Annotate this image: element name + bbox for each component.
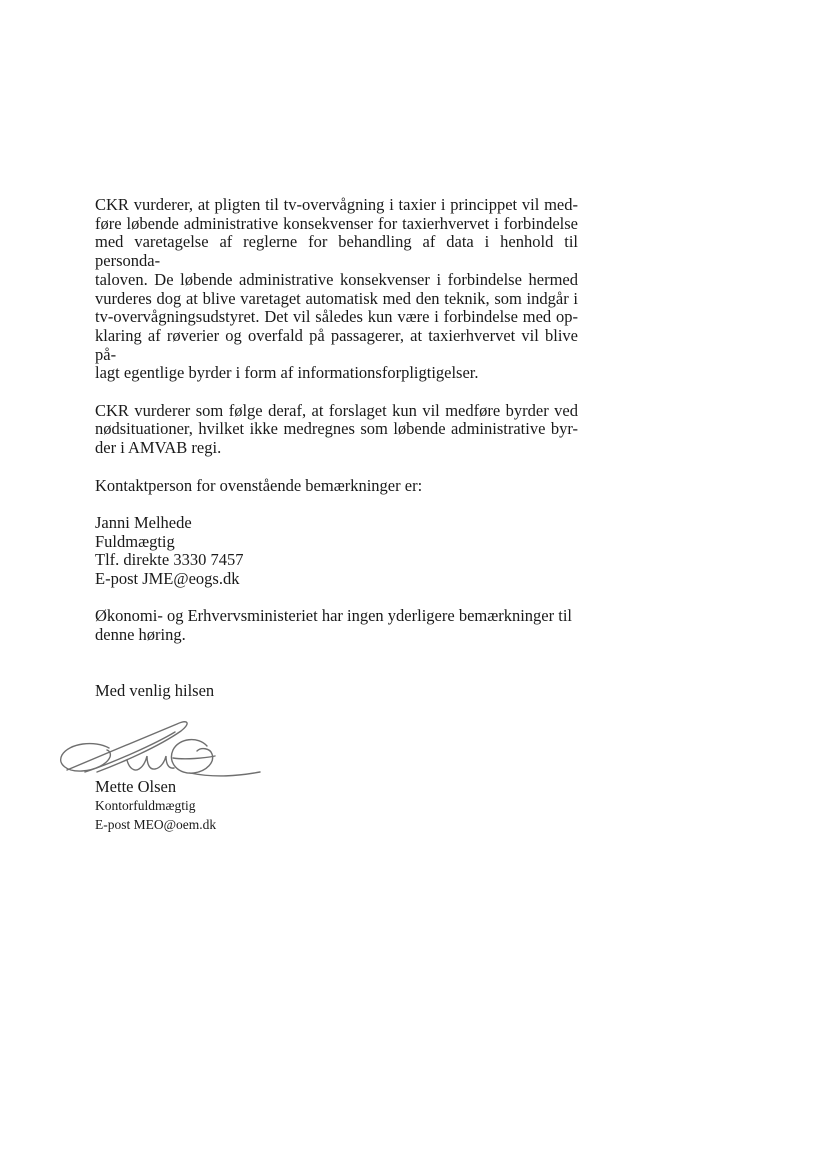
paragraph-ckr-assessment xyxy=(95,196,578,383)
signature-block xyxy=(95,778,578,835)
body-line: Økonomi- og Erhvervsministeriet har ingen yderligere bemærkninger til xyxy=(95,606,573,626)
letter-body xyxy=(95,196,578,835)
signature-stroke xyxy=(190,772,260,776)
body-line: med varetagelse af reglerne for behandling af data i henhold til personda- xyxy=(95,232,578,271)
contact-name: Janni Melhede xyxy=(95,512,192,532)
paragraph-ckr-conclusion xyxy=(95,402,578,458)
contact-block xyxy=(95,514,578,589)
contact-phone: Tlf. direkte 3330 7457 xyxy=(95,550,244,570)
body-line: lagt egentlige byrder i form af informationsforpligtigelser. xyxy=(95,363,479,383)
body-line: føre løbende administrative konsekvenser for taxierhvervet i forbindelse xyxy=(95,213,578,233)
body-line: denne høring. xyxy=(95,625,186,645)
contact-email: E-post JME@eogs.dk xyxy=(95,569,240,589)
contact-intro xyxy=(95,477,578,496)
body-line: CKR vurderer som følge deraf, at forslaget kun vil medføre byrder ved xyxy=(95,400,578,420)
body-line: taloven. De løbende administrative konsekvenser i forbindelse hermed xyxy=(95,269,578,289)
signatory-name: Mette Olsen xyxy=(95,776,177,796)
signature-stroke xyxy=(67,721,187,771)
closing-salutation xyxy=(95,682,578,701)
body-line: klaring af røverier og overfald på passagerer, at taxierhvervet vil blive på- xyxy=(95,325,578,364)
body-line: CKR vurderer, at pligten til tv-overvågning i taxier i princippet vil med- xyxy=(95,195,578,214)
signature-image xyxy=(55,720,265,782)
signature-stroke xyxy=(61,743,111,771)
body-line: nødsituationer, hvilket ikke medregnes som løbende administrative byr- xyxy=(95,419,578,439)
body-line: tv-overvågningsudstyret. Det vil således kun være i forbindelse med op- xyxy=(95,307,578,327)
signature-stroke xyxy=(171,739,212,773)
body-line: Kontaktperson for ovenstående bemærkninger er: xyxy=(95,475,423,495)
contact-title: Fuldmægtig xyxy=(95,531,175,551)
salutation-line: Med venlig hilsen xyxy=(95,681,215,701)
signature-stroke xyxy=(173,756,215,759)
ministry-statement xyxy=(95,607,578,644)
signature-stroke xyxy=(127,756,174,770)
signatory-email: E-post MEO@oem.dk xyxy=(95,817,217,833)
signatory-title: Kontorfuldmægtig xyxy=(95,797,196,813)
body-line: der i AMVAB regi. xyxy=(95,438,222,458)
body-line: vurderes dog at blive varetaget automatisk med den teknik, som indgår i xyxy=(95,288,578,308)
